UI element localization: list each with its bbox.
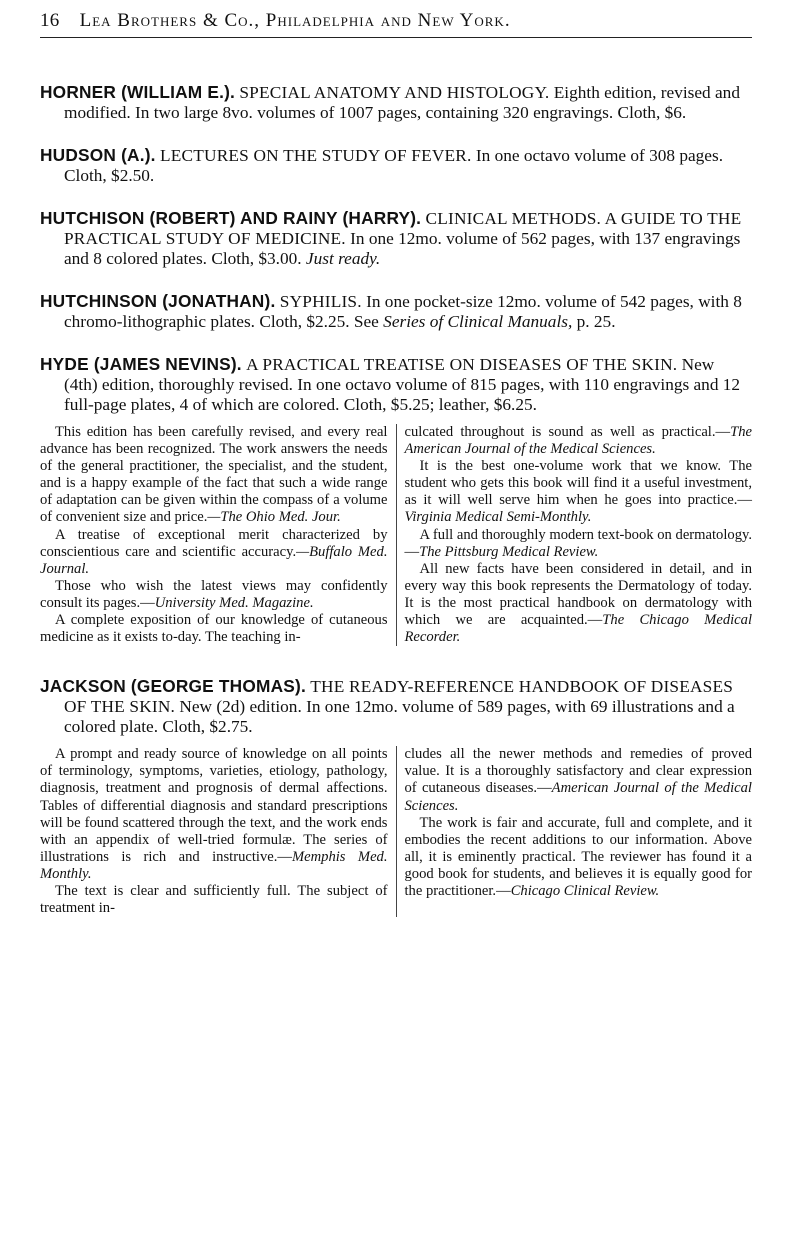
review-quote: A complete exposition of our knowledge of cutaneous medicine as it exists to-day. The teaching in- — [40, 612, 388, 646]
entry-author: HUDSON (A.). — [40, 145, 156, 165]
review-source: The American Journal of the Medical Sciences. — [404, 424, 752, 458]
entry-author: HUTCHINSON (JONATHAN). — [40, 291, 276, 311]
entry-title: THE READY-REFERENCE HANDBOOK OF DISEASES OF THE SKIN. — [64, 677, 734, 717]
entry-title: SPECIAL ANATOMY AND HISTOLOGY. — [239, 83, 550, 102]
reviews-right-column — [397, 746, 753, 917]
review-source: —Buffalo Med. Journal. — [40, 543, 388, 577]
catalog-entry-hyde — [40, 354, 752, 646]
review-source: Memphis Med. Monthly. — [40, 848, 388, 882]
review-source: The Pittsburg Medical Review. — [419, 543, 599, 560]
entry-details: In one 12mo. volume of 562 pages, with 137 engravings and 8 colored plates. Cloth, $3.00. — [64, 229, 741, 268]
entry-author: HORNER (WILLIAM E.). — [40, 82, 236, 102]
entry-author: JACKSON (GEORGE THOMAS). — [40, 676, 306, 697]
entry-author: HUTCHISON (ROBERT) AND RAINY (HARRY). — [40, 208, 422, 228]
review-quote: A treatise of exceptional merit characterized by conscientious care and scientific accuracy.—Buffalo Med. Journal. — [40, 526, 388, 577]
entry-heading — [40, 82, 752, 123]
entry-details: New (2d) edition. In one 12mo. volume of 589 pages, with 69 illustrations and a colored plate. Cloth, $2.75. — [64, 697, 735, 737]
entry-details: In one pocket-size 12mo. volume of 542 pages, with 8 chromo-lithographic plates. Cloth, $2.25. See — [64, 292, 742, 331]
catalog-entry-jackson — [40, 676, 752, 917]
press-reviews — [40, 424, 752, 646]
catalog-entry-horner — [40, 82, 752, 123]
entry-details: New (4th) edition, thoroughly revised. In one octavo volume of 815 pages, with 110 engravings and 12 full-page plates, 4 of which are colored. Cloth, $5.25; leather, $6.25. — [64, 355, 741, 414]
entry-title: SYPHILIS. — [279, 292, 362, 311]
review-quote: The text is clear and sufficiently full. The subject of treatment in- — [40, 882, 388, 917]
reviews-right-column — [397, 424, 753, 646]
running-header — [40, 10, 752, 38]
publisher-line: Lea Brothers & Co., Philadelphia and New York. — [79, 10, 511, 31]
reviews-left-column — [40, 424, 397, 646]
entry-heading — [40, 676, 752, 737]
review-quote: This edition has been carefully revised, and every real advance has been recognized. The work answers the needs of the general practitioner, the specialist, and the student, and is a happy example of the fact that such a wide range of adaptation can be given within the compass of a volume of convenient size and price.—The Ohio Med. Jour. — [40, 424, 388, 526]
series-reference: Series of Clinical Manuals, — [383, 312, 573, 331]
reviews-left-column — [40, 746, 397, 917]
review-quote: All new facts have been considered in detail, and in every way this book represents the Dermatology of today. It is the most practical handbook on dermatology with which we are acquainted.—The Chicago Medical Recorder. — [404, 560, 752, 646]
press-reviews — [40, 746, 752, 917]
entry-title: LECTURES ON THE STUDY OF FEVER. — [160, 146, 472, 165]
page-reference: p. 25. — [576, 312, 616, 331]
review-source: Virginia Medical Semi-Monthly. — [404, 509, 592, 526]
review-quote: The work is fair and accurate, full and complete, and it embodies the recent additions to our information. Above all, it is eminently practical. The reviewer has found it a good book for students, and believes it is equally good for the practitioner.—Chicago Clinical Review. — [404, 814, 752, 899]
review-source: University Med. Magazine. — [154, 594, 314, 611]
entry-note: Just ready. — [305, 249, 381, 268]
entry-title: A PRACTICAL TREATISE ON DISEASES OF THE SKIN. — [246, 355, 678, 374]
entry-title: CLINICAL METHODS. A GUIDE TO THE PRACTICAL STUDY OF MEDICINE. — [64, 209, 742, 248]
entry-details: In one octavo volume of 308 pages. Cloth, $2.50. — [64, 146, 724, 185]
review-source: Chicago Clinical Review. — [510, 882, 660, 899]
review-source: The Chicago Medical Recorder. — [404, 612, 752, 646]
entry-heading — [40, 208, 752, 269]
entry-author: HYDE (JAMES NEVINS). — [40, 354, 242, 374]
catalog-entry-hutchison — [40, 208, 752, 269]
catalog-entry-hutchinson — [40, 291, 752, 332]
review-source: American Journal of the Medical Sciences. — [404, 780, 752, 814]
catalog-entry-hudson — [40, 145, 752, 186]
entry-heading — [40, 291, 752, 332]
entry-details: Eighth edition, revised and modified. In two large 8vo. volumes of 1007 pages, containing 320 engravings. Cloth, $6. — [64, 83, 740, 122]
entry-heading — [40, 145, 752, 186]
page-number: 16 — [40, 10, 60, 31]
review-source: —The Ohio Med. Jour. — [207, 509, 341, 526]
review-quote: Those who wish the latest views may confidently consult its pages.—University Med. Magazine. — [40, 577, 388, 611]
review-quote: A full and thoroughly modern text-book on dermatology. —The Pittsburg Medical Review. — [404, 526, 752, 560]
review-quote: A prompt and ready source of knowledge on all points of terminology, symptoms, varieties, etiology, pathology, diagnosis, treatment and prognosis of dermal affections. Tables of differential diagnosis and standard prescriptions will be found scattered through the text, and the work ends with an appendix of well-tried formulæ. The series of illustrations is rich and instructive.—Memphis Med. Monthly. — [40, 746, 388, 882]
entry-heading — [40, 354, 752, 415]
review-quote: culcated throughout is sound as well as practical.—The American Journal of the Medical Sciences. — [404, 424, 752, 458]
review-quote: cludes all the newer methods and remedies of proved value. It is a thoroughly satisfactory and clear expression of cutaneous diseases.—American Journal of the Medical Sciences. — [404, 746, 752, 814]
review-quote: It is the best one-volume work that we know. The student who gets this book will find it a useful investment, as it will well serve him when he goes into practice.—Virginia Medical Semi-Monthly. — [404, 458, 752, 526]
